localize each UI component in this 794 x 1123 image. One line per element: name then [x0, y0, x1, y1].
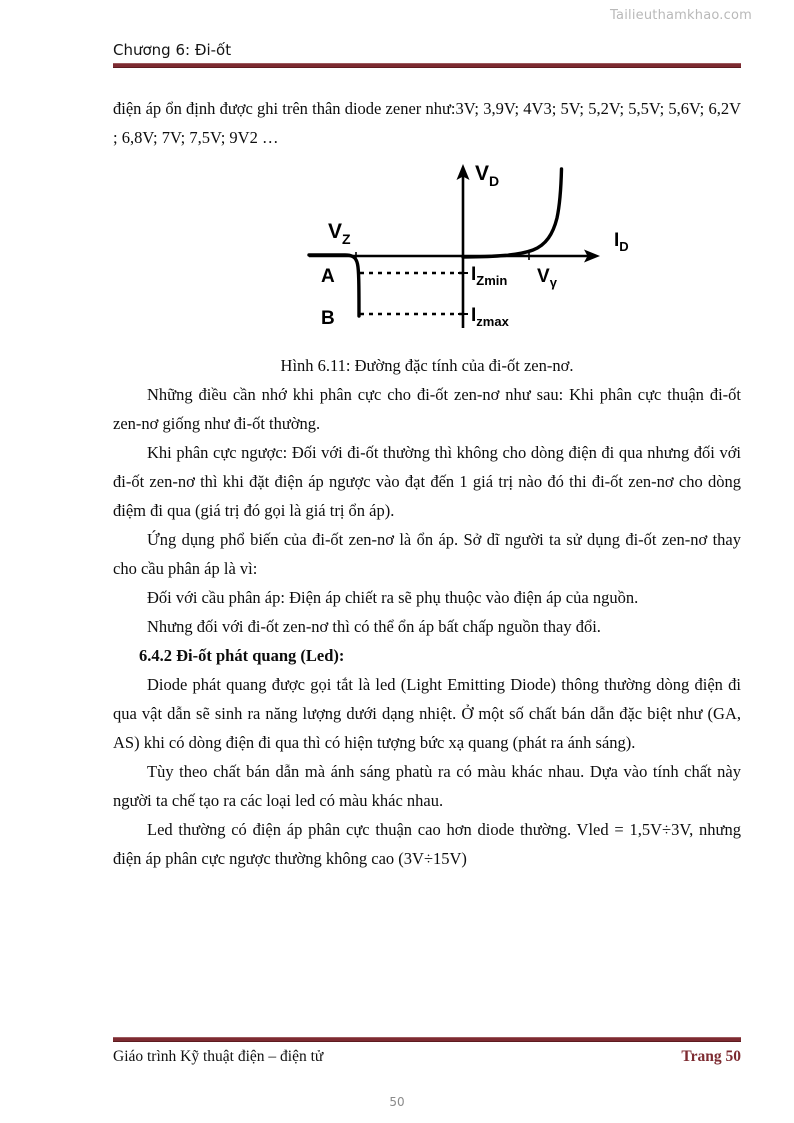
label-vz: $V_Z$	[328, 220, 351, 247]
paragraph-ung-dung: Ứng dụng phổ biến của đi-ốt zen-nơ là ổn áp. Sở dĩ người ta sử dụng đi-ốt zen-nơ thay cho cầu phân áp là vì:	[113, 530, 741, 578]
paragraph-led-thuong: Led thường có điện áp phân cực thuận cao hơn diode thường. Vled = 1,5V÷3V, nhưng điện áp phân cực ngược thường không cao (3V÷15V)	[113, 820, 741, 868]
paragraph-diode-phat-quang: Diode phát quang được gọi tắt là led (Light Emitting Diode) thông thường dòng điện đi qua vật dẫn sẽ sinh ra năng lượng dưới dạng nhiệt. Ở một số chất bán dẫn đặc biệt như (GA, AS) khi có dòng điện đi qua thì có hiện tượng bức xạ quang (phát ra ánh sáng).	[113, 675, 741, 752]
paragraph-tuy-theo: Tùy theo chất bán dẫn mà ánh sáng phatù ra có màu khác nhau. Dựa vào tính chất này người ta chế tạo ra các loại led có màu khác nhau.	[113, 762, 741, 810]
chapter-title: Chương 6: Đi-ốt	[113, 41, 232, 59]
paragraph-zener-values: điện áp ổn định được ghi trên thân diode zener như:3V; 3,9V; 4V3; 5V; 5,2V; 5,5V; 5,6V; 6,2V ; 6,8V; 7V; 7,5V; 9V2 …	[113, 99, 741, 147]
paragraph-nhung-doi-voi: Nhưng đối với đi-ốt zen-nơ thì có thể ổn áp bất chấp nguồn thay đổi.	[147, 617, 601, 636]
axis-lines	[309, 174, 591, 328]
label-vd: $V_D$	[475, 162, 500, 189]
label-point-b: B	[321, 308, 335, 329]
watermark-text: Tailieuthamkhao.com	[610, 8, 752, 23]
page-content	[113, 94, 741, 873]
label-izmax: $I_{zmax}$	[471, 305, 509, 329]
header-rule	[113, 63, 741, 68]
paragraph-ghi-nho: Những điều cần nhớ khi phân cực cho đi-ốt zen-nơ như sau: Khi phân cực thuận đi-ốt zen-nơ giống như đi-ốt thường.	[113, 385, 741, 433]
label-id: $I_D$	[614, 230, 629, 254]
label-point-a: A	[321, 266, 335, 287]
figure-caption: Hình 6.11: Đường đặc tính của đi-ốt zen-nơ.	[280, 356, 574, 375]
label-izmin: $I_{Zmin}$	[471, 264, 508, 288]
footer-row	[113, 1042, 741, 1066]
page-footer	[113, 1037, 741, 1066]
figure-zener-characteristic	[113, 156, 741, 352]
pdf-page-number: 50	[389, 1095, 405, 1109]
section-heading-6-4-2: 6.4.2 Đi-ốt phát quang (Led):	[139, 646, 345, 665]
footer-page-label: Trang 50	[681, 1048, 741, 1065]
page-header	[113, 42, 741, 68]
paragraph-phan-cuc-nguoc: Khi phân cực ngược: Đối với đi-ốt thường thì không cho dòng điện đi qua nhưng đối với đi-ốt zen-nơ thì khi đặt điện áp ngược vào đạt đến 1 giá trị nào đó thi đi-ốt zen-nơ cho dòng điệm đi qua (giá trị đó gọi là giá trị ổn áp).	[113, 443, 741, 520]
footer-book-title: Giáo trình Kỹ thuật điện – điện tử	[113, 1048, 324, 1065]
label-vgamma: $V_\gamma$	[537, 266, 557, 290]
paragraph-cau-phan-ap: Đối với cầu phân áp: Điện áp chiết ra sẽ phụ thuộc vào điện áp của nguồn.	[147, 588, 639, 607]
